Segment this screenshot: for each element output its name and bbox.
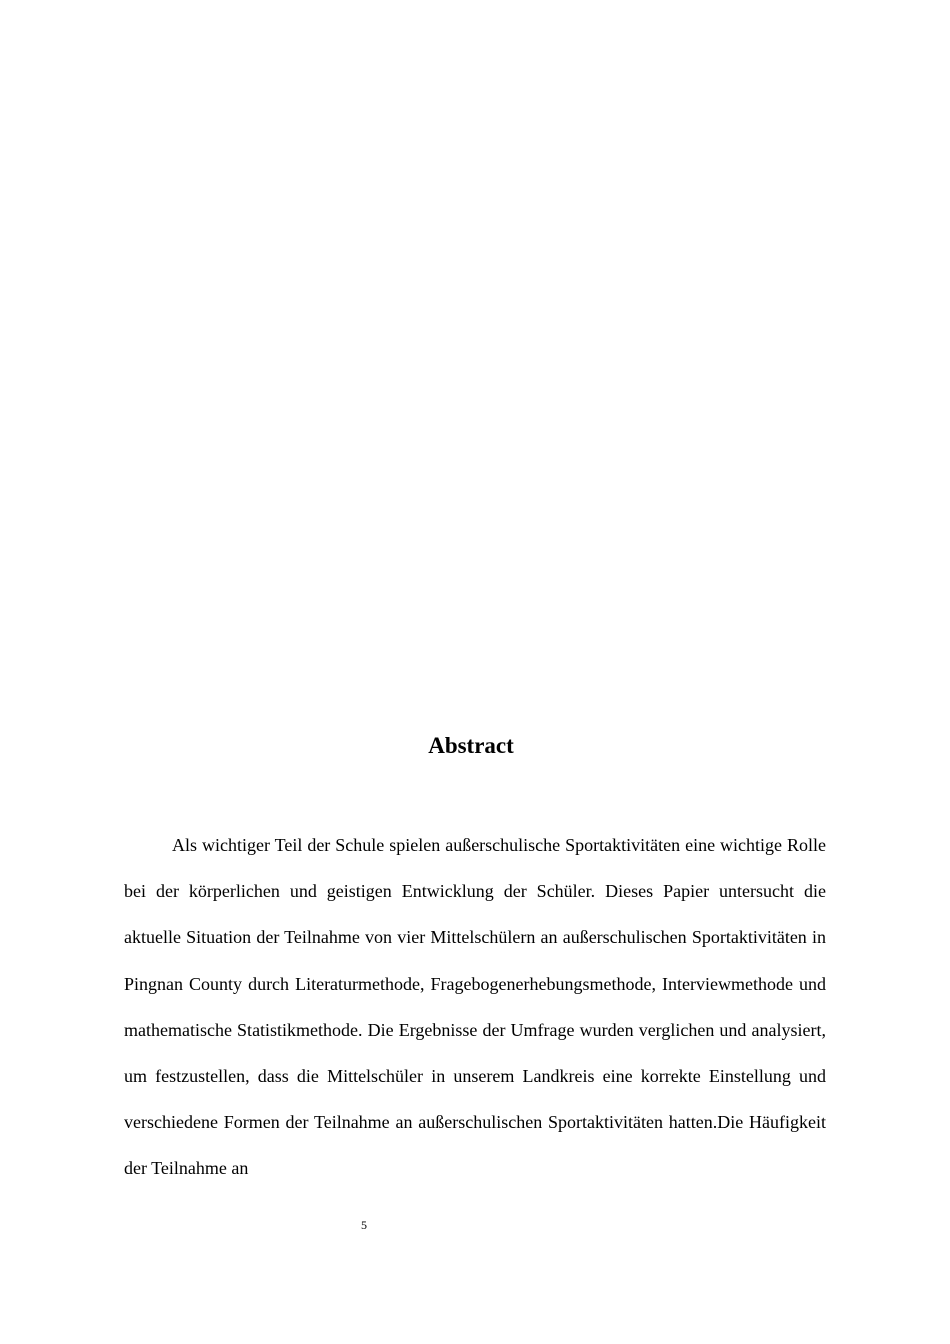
abstract-paragraph: Als wichtiger Teil der Schule spielen außerschulische Sportaktivitäten eine wichtige Rolle bei der körperlichen und geistigen Entwicklung der Schüler. Dieses Papier untersucht die aktuelle Situation der Teilnahme von vier Mittelschülern an außerschulischen Sportaktivitäten in Pingnan County durch Literaturmethode, Fragebogenerhebungsmethode, Interviewmethode und mathematische Statistikmethode. Die Ergebnisse der Umfrage wurden verglichen und analysiert, um festzustellen, dass die Mittelschüler in unserem Landkreis eine korrekte Einstellung und verschiedene Formen der Teilnahme an außerschulischen Sportaktivitäten hatten.Die Häufigkeit der Teilnahme an (124, 835, 826, 1179)
abstract-heading: Abstract (428, 733, 514, 758)
page-number: 5 (361, 1218, 367, 1232)
